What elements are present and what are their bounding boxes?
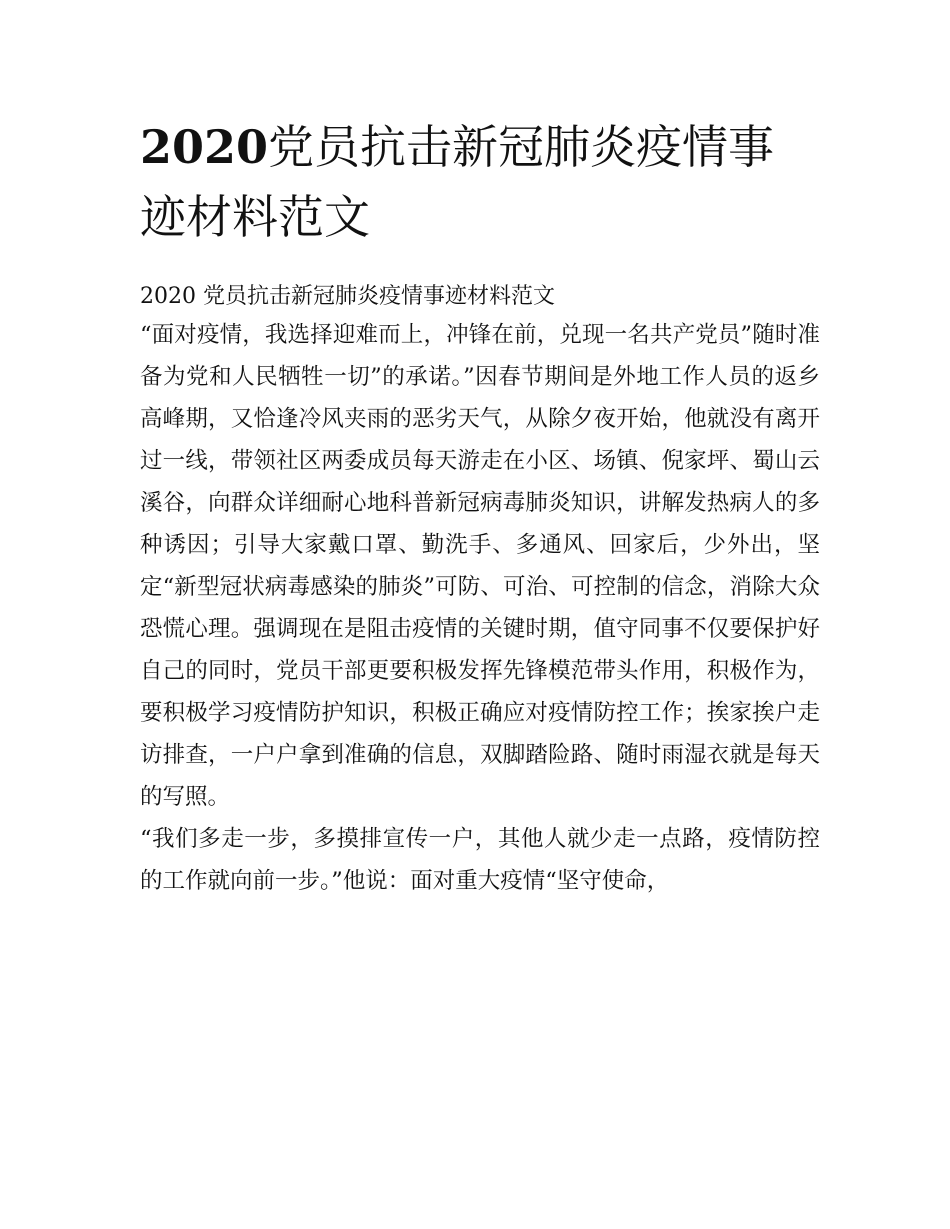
body-paragraph-2: “我们多走一步，多摸排宣传一户，其他人就少走一点路，疫情防控的工作就向前一步。”他说：面对重大疫情“坚守使命， xyxy=(140,826,820,894)
title-text: 党员抗击新冠肺炎疫情事迹材料范文 xyxy=(140,120,775,244)
document-page xyxy=(140,112,820,902)
body-paragraph-1: “面对疫情，我选择迎难而上，冲锋在前，兑现一名共产党员”随时准备为党和人民牺牲一切”的承诺。”因春节期间是外地工作人员的返乡高峰期，又恰逢冷风夹雨的恶劣天气，从除夕夜开始，他就没有离开过一线，带领社区两委成员每天游走在小区、场镇、倪家坪、蜀山云溪谷，向群众详细耐心地科普新冠病毒肺炎知识，讲解发热病人的多种诱因；引导大家戴口罩、勤洗手、多通风、回家后，少外出，坚定“新型冠状病毒感染的肺炎”可防、可治、可控制的信念，消除大众恐慌心理。强调现在是阻击疫情的关键时期，值守同事不仅要保护好自己的同时，党员干部更要积极发挥先锋模范带头作用，积极作为，要积极学习疫情防护知识，积极正确应对疫情防控工作；挨家挨户走访排查，一户户拿到准确的信息，双脚踏险路、随时雨湿衣就是每天的写照。 xyxy=(140,322,820,810)
title-year: 2020 xyxy=(140,120,269,174)
document-title xyxy=(140,112,820,252)
document-subtitle: 2020 党员抗击新冠肺炎疫情事迹材料范文 xyxy=(140,284,555,309)
